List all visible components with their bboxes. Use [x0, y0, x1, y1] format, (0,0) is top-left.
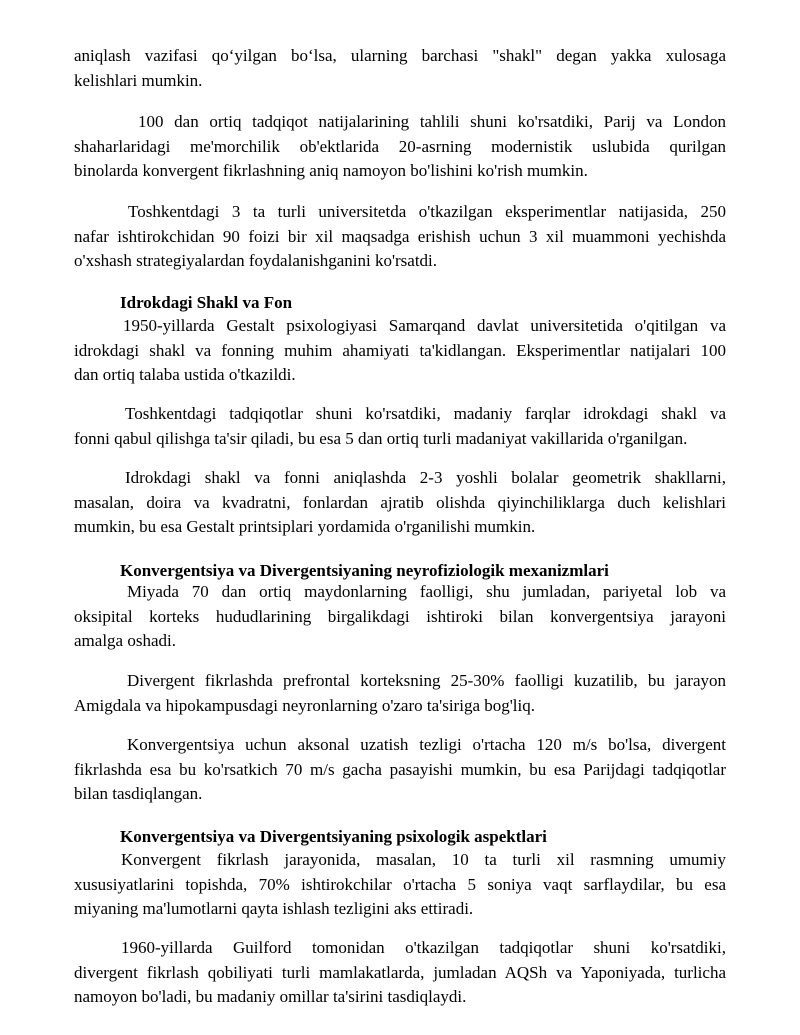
- paragraph-line: Toshkentdagi 3 ta turli universitetda o'tkazilgan eksperimentlar natijasida, 250: [128, 202, 726, 221]
- paragraph-line: o'xshash strategiyalardan foydalanishganini ko'rsatdi.: [74, 251, 438, 270]
- paragraph-line: amalga oshadi.: [74, 631, 176, 650]
- section-heading-psychological: Konvergentsiya va Divergentsiyaning psixologik aspektlari: [120, 827, 547, 846]
- paragraph-line: shaharlaridagi me'morchilik ob'ektlarida 20-asrning modernistik uslubida qurilgan: [74, 136, 726, 156]
- paragraph-line: fonni qabul qilishga ta'sir qiladi, bu esa 5 dan ortiq turli madaniyat vakillarida o'rganilgan.: [74, 428, 688, 448]
- paragraph: [74, 110, 726, 184]
- paragraph-line: binolarda konvergent fikrlashning aniq namoyon bo'lishini ko'rish mumkin.: [74, 161, 588, 180]
- paragraph-line: 100 dan ortiq tadqiqot natijalarining tahlili shuni ko'rsatdiki, Parij va London: [138, 112, 726, 131]
- paragraph-line: Divergent fikrlashda prefrontal korteksning 25-30% faolligi kuzatilib, bu jarayon: [127, 671, 726, 690]
- section-heading-neurophysiological: Konvergentsiya va Divergentsiyaning neyrofiziologik mexanizmlari: [120, 561, 609, 580]
- paragraph: [74, 848, 726, 922]
- paragraph-line: masalan, doira va kvadratni, fonlardan ajratib olishda qiyinchiliklarga duch kelishlari: [74, 492, 726, 512]
- paragraph-line: idrokdagi shakl va fonning muhim ahamiyati ta'kidlangan. Eksperimentlar natijalari 100: [74, 340, 726, 360]
- paragraph-line: fikrlashda esa bu ko'rsatkich 70 m/s gacha pasayishi mumkin, bu esa Parijdagi tadqiqotlar: [74, 759, 726, 779]
- paragraph-line: Idrokdagi shakl va fonni aniqlashda 2-3 yoshli bolalar geometrik shakllarni,: [125, 468, 726, 487]
- paragraph-line: aniqlash vazifasi qo‘yilgan bo‘lsa, ularning barchasi "shakl" degan yakka xulosaga: [74, 46, 726, 65]
- paragraph: [74, 44, 726, 93]
- paragraph: [74, 580, 726, 654]
- paragraph-line: 1950-yillarda Gestalt psixologiyasi Samarqand davlat universitetida o'qitilgan va: [123, 316, 726, 335]
- paragraph-line: nafar ishtirokchidan 90 foizi bir xil maqsadga erishish uchun 3 xil muammoni yechishda: [74, 226, 726, 246]
- paragraph-line: oksipital korteks hududlarining birgalikdagi ishtiroki bilan konvergentsiya jarayoni: [74, 606, 726, 626]
- paragraph: [74, 669, 726, 718]
- paragraph-line: divergent fikrlash qobiliyati turli mamlakatlarda, jumladan AQSh va Yaponiyada, turlicha: [74, 962, 726, 982]
- paragraph-line: miyaning ma'lumotlarni qayta ishlash tezligini aks ettiradi.: [74, 899, 474, 918]
- paragraph: [74, 314, 726, 388]
- paragraph: [74, 402, 726, 451]
- section-heading-figure-ground: Idrokdagi Shakl va Fon: [120, 293, 293, 312]
- paragraph-line: Konvergentsiya uchun aksonal uzatish tezligi o'rtacha 120 m/s bo'lsa, divergent: [127, 735, 726, 754]
- paragraph: [74, 936, 726, 1010]
- paragraph: [74, 733, 726, 807]
- paragraph-line: Amigdala va hipokampusdagi neyronlarning o'zaro ta'siriga bog'liq.: [74, 695, 535, 715]
- paragraph-line: namoyon bo'ladi, bu madaniy omillar ta'sirini tasdiqlaydi.: [74, 987, 467, 1006]
- paragraph-line: Miyada 70 dan ortiq maydonlarning faolligi, shu jumladan, pariyetal lob va: [127, 582, 726, 601]
- paragraph-line: xususiyatlarini topishda, 70% ishtirokchilar o'rtacha 5 soniya vaqt sarflaydilar, bu esa: [74, 874, 726, 894]
- paragraph-line: Toshkentdagi tadqiqotlar shuni ko'rsatdiki, madaniy farqlar idrokdagi shakl va: [125, 404, 726, 423]
- paragraph-line: mumkin, bu esa Gestalt printsiplari yordamida o'rganilishi mumkin.: [74, 517, 536, 536]
- paragraph-line: dan ortiq talaba ustida o'tkazildi.: [74, 365, 296, 384]
- paragraph: [74, 466, 726, 540]
- paragraph-line: bilan tasdiqlangan.: [74, 784, 203, 803]
- paragraph-line: kelishlari mumkin.: [74, 70, 203, 90]
- paragraph-line: 1960-yillarda Guilford tomonidan o'tkazilgan tadqiqotlar shuni ko'rsatdiki,: [121, 938, 726, 957]
- paragraph-line: Konvergent fikrlash jarayonida, masalan, 10 ta turli xil rasmning umumiy: [121, 850, 726, 869]
- paragraph: [74, 200, 726, 274]
